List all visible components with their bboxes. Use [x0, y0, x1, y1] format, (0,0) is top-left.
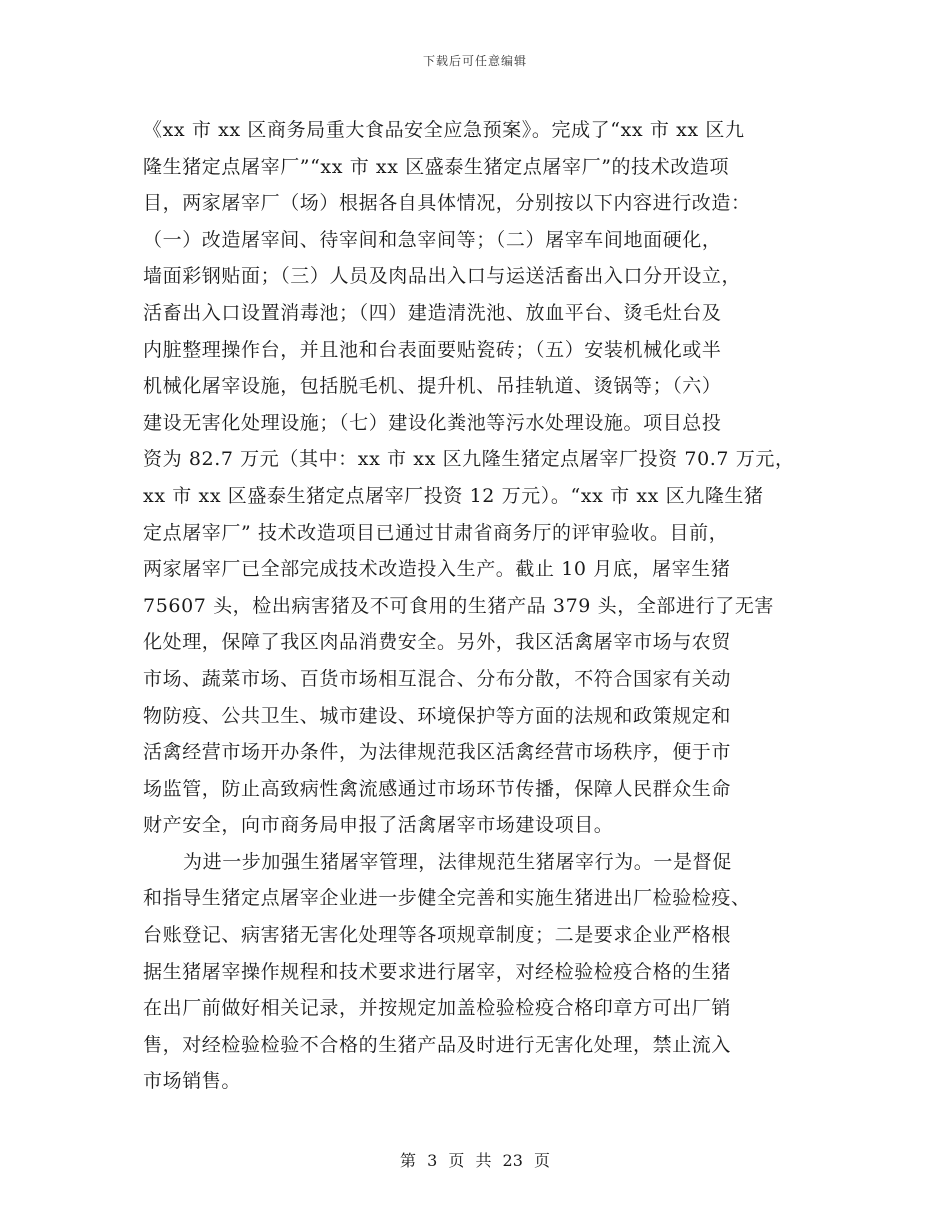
text-line: 售，对经检验检验不合格的生猪产品及时进行无害化处理，禁止流入 [143, 1033, 732, 1056]
page-number-footer: 第 3 页 共 23 页 [400, 1151, 550, 1170]
text-line: 台账登记、病害猪无害化处理等各项规章制度；二是要求企业严格根 [143, 924, 732, 947]
text-line: 活禽经营市场开办条件，为法律规范我区活禽经营市场秩序，便于市 [143, 741, 732, 764]
text-line: 据生猪屠宰操作规程和技术要求进行屠宰，对经检验检疫合格的生猪 [143, 960, 732, 983]
text-line: 财产安全，向市商务局申报了活禽屠宰市场建设项目。 [143, 814, 614, 837]
text-line: 建设无害化处理设施；（七）建设化粪池等污水处理设施。项目总投 [143, 411, 722, 434]
page-header: 下载后可任意编辑 [422, 54, 527, 68]
text-line: 《xx 市 xx 区商务局重大食品安全应急预案》。完成了“xx 市 xx 区九 [143, 119, 745, 141]
text-line: 定点屠宰厂” 技术改造项目已通过甘肃省商务厅的评审验收。目前， [143, 521, 729, 544]
text-line: 场监管，防止高致病性禽流感通过市场环节传播，保障人民群众生命 [143, 777, 732, 800]
text-line: （一）改造屠宰间、待宰间和急宰间等；（二）屠宰车间地面硬化， [143, 228, 722, 251]
paragraph-first-line: 为进一步加强生猪屠宰管理，法律规范生猪屠宰行为。一是督促 [183, 850, 732, 873]
text-line: 市场、蔬菜市场、百货市场相互混合、分布分散，不符合国家有关动 [143, 667, 732, 690]
document-body [143, 112, 833, 1100]
text-line: 墙面彩钢贴面；（三）人员及肉品出入口与运送活畜出入口分开设立， [143, 265, 742, 288]
text-line: 两家屠宰厂已全部完成技术改造投入生产。截止 10 月底，屠宰生猪 [143, 558, 731, 581]
text-line: 隆生猪定点屠宰厂”“xx 市 xx 区盛泰生猪定点屠宰厂”的技术改造项 [143, 155, 730, 178]
text-line: 75607 头，检出病害猪及不可食用的生猪产品 379 头，全部进行了无害 [143, 594, 775, 617]
text-line: 资为 82.7 万元（其中：xx 市 xx 区九隆生猪定点屠宰厂投资 70.7 万元， [143, 448, 795, 471]
text-line: 物防疫、公共卫生、城市建设、环境保护等方面的法规和政策规定和 [143, 704, 732, 727]
text-line: 机械化屠宰设施，包括脱毛机、提升机、吊挂轨道、烫锅等；（六） [143, 375, 722, 398]
text-line: 活畜出入口设置消毒池；（四）建造清洗池、放血平台、烫毛灶台及 [143, 301, 722, 324]
text-line: 市场销售。 [143, 1070, 242, 1093]
text-line: 内脏整理操作台，并且池和台表面要贴瓷砖；（五）安装机械化或半 [143, 338, 722, 361]
text-line: 在出厂前做好相关记录，并按规定加盖检验检疫合格印章方可出厂销 [143, 997, 732, 1020]
text-line: xx 市 xx 区盛泰生猪定点屠宰厂投资 12 万元）。“xx 市 xx 区九隆生猪 [143, 484, 764, 507]
text-line: 化处理，保障了我区肉品消费安全。另外，我区活禽屠宰市场与农贸 [143, 631, 732, 654]
text-line: 和指导生猪定点屠宰企业进一步健全完善和实施生猪进出厂检验检疫、 [143, 887, 751, 910]
text-line: 目，两家屠宰厂（场）根据各自具体情况，分别按以下内容进行改造： [143, 192, 751, 215]
